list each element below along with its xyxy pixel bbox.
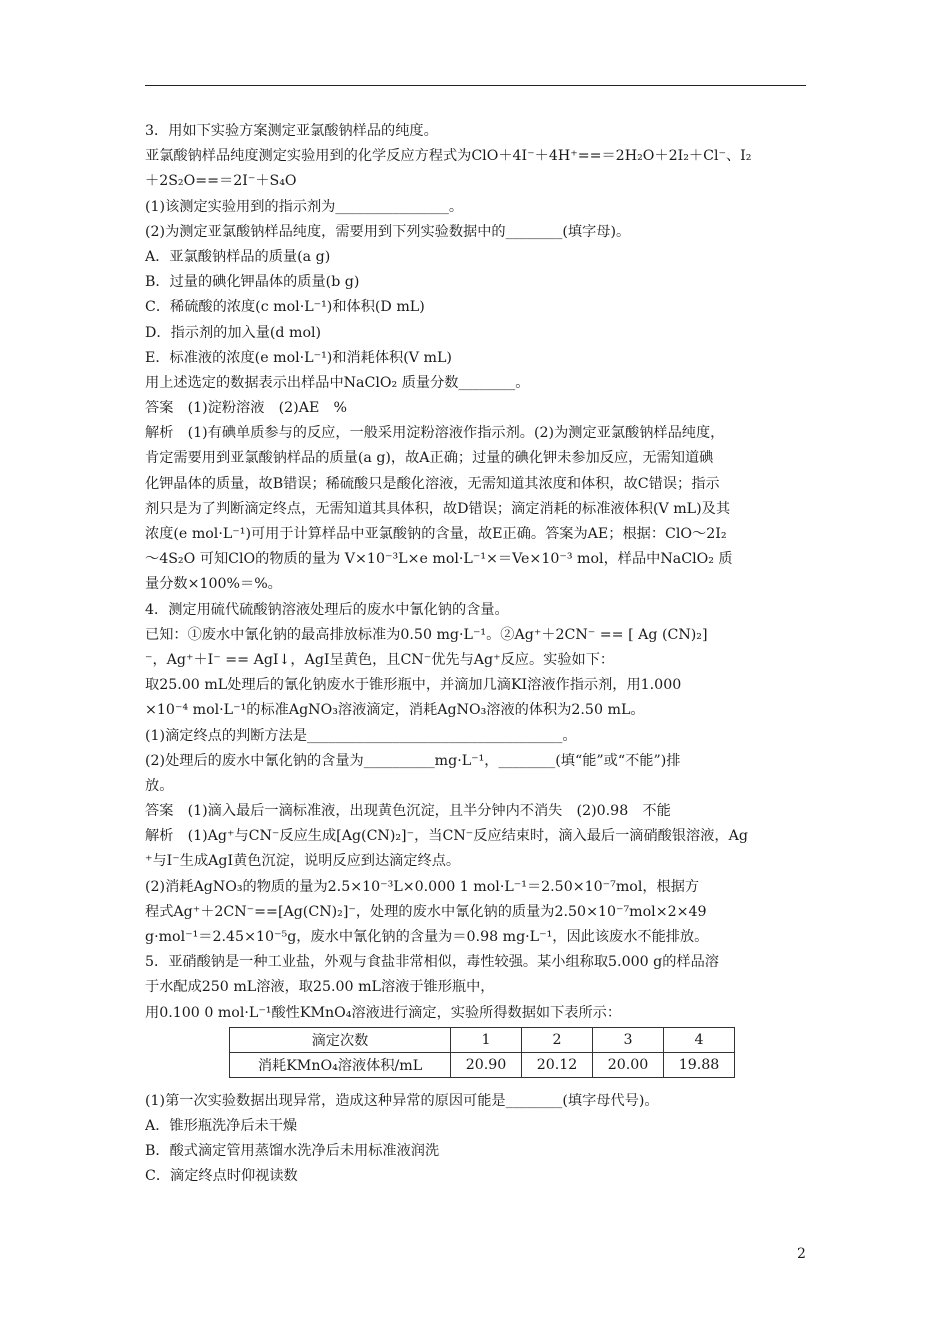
text-line: 用0.100 0 mol·L⁻¹酸性KMnO₄溶液进行滴定，实验所得数据如下表所示： [145,1004,622,1021]
text-line: 5．亚硝酸钠是一种工业盐，外观与食盐非常相似，毒性较强。某小组称取5.000 g的样品溶 [145,954,719,971]
text-line: (2)处理后的废水中氰化钠的含量为__________mg·L⁻¹，________(填“能”或“不能”)排 [145,752,681,769]
table-value-1: 20.90 [451,1052,522,1077]
table-trial-1: 1 [451,1027,522,1052]
text-line: (1)滴定终点的判断方法是____________________________________。 [145,727,577,744]
text-line: 用上述选定的数据表示出样品中NaClO₂ 质量分数________。 [145,374,530,391]
text-line: ～4S₂O 可知ClO的物质的量为 V×10⁻³L×e mol·L⁻¹×＝Ve×10⁻³ mol，样品中NaClO₂ 质 [145,551,733,568]
table-row-label: 消耗KMnO₄溶液体积/mL [230,1052,451,1077]
header-rule [145,85,806,86]
text-line: 肯定需要用到亚氯酸钠样品的质量(a g)，故A正确；过量的碘化钾未参加反应，无需知道碘 [145,450,714,467]
text-line: 剂只是为了判断滴定终点，无需知道其具体积，故D错误；滴定消耗的标准液体积(V mL)及其 [145,500,731,517]
table-header-label: 滴定次数 [230,1027,451,1052]
table-trial-4: 4 [664,1027,735,1052]
text-line: 已知：①废水中氰化钠的最高排放标准为0.50 mg·L⁻¹。②Ag⁺＋2CN⁻ == [ Ag (CN)₂] [145,626,708,643]
text-line: 解析 (1)有碘单质参与的反应，一般采用淀粉溶液作指示剂。(2)为测定亚氯酸钠样品纯度， [145,425,725,442]
text-block-upper [145,119,817,1026]
text-line: B．酸式滴定管用蒸馏水洗净后未用标准液润洗 [145,1143,440,1160]
text-line: g·mol⁻¹＝2.45×10⁻⁵g，废水中氰化钠的含量为＝0.98 mg·L⁻¹，因此该废水不能排放。 [145,929,709,945]
text-line: D．指示剂的加入量(d mol) [145,324,322,341]
text-line: 于水配成250 mL溶液，取25.00 mL溶液于锥形瓶中， [145,979,495,996]
text-line: 答案 (1)淀粉溶液 (2)AE % [145,400,347,417]
text-line: ×10⁻⁴ mol·L⁻¹的标准AgNO₃溶液滴定，消耗AgNO₃溶液的体积为2.50 mL。 [145,702,645,719]
text-line: A．锥形瓶洗净后未干燥 [145,1117,298,1134]
text-line: ⁺与I⁻生成AgI黄色沉淀，说明反应到达滴定终点。 [145,853,461,870]
text-line: C．稀硫酸的浓度(c mol·L⁻¹)和体积(D mL) [145,299,425,316]
text-line: E．标准液的浓度(e mol·L⁻¹)和消耗体积(V mL) [145,349,452,366]
table-value-2: 20.12 [522,1052,593,1077]
document-body [145,119,817,1190]
page-number: 2 [797,1246,806,1262]
text-line: (2)消耗AgNO₃的物质的量为2.5×10⁻³L×0.000 1 mol·L⁻¹＝2.50×10⁻⁷mol，根据方 [145,878,700,895]
table-trial-3: 3 [593,1027,664,1052]
text-line: 解析 (1)Ag⁺与CN⁻反应生成[Ag(CN)₂]⁻，当CN⁻反应结束时，滴入最后一滴硝酸银溶液，Ag [145,828,748,845]
text-line: 3．用如下实验方案测定亚氯酸钠样品的纯度。 [145,123,438,139]
table-data-row [230,1052,735,1077]
text-line: (2)为测定亚氯酸钠样品纯度，需要用到下列实验数据中的________(填字母)。 [145,223,631,240]
titration-data-table [229,1027,735,1078]
text-block-lower [145,1089,817,1190]
text-line: 取25.00 mL处理后的氰化钠废水于锥形瓶中，并滴加几滴KI溶液作指示剂，用1.000 [145,677,682,694]
text-line: (1)第一次实验数据出现异常，造成这种异常的原因可能是________(填字母代号)。 [145,1092,659,1109]
text-line: 程式Ag⁺＋2CN⁻==[Ag(CN)₂]⁻，处理的废水中氰化钠的质量为2.50×10⁻⁷mol×2×49 [145,903,707,920]
table-header-row [230,1027,735,1052]
text-line: 浓度(e mol·L⁻¹)可用于计算样品中亚氯酸钠的含量，故E正确。答案为AE；根据：ClO～2I₂ [145,526,727,542]
text-line: 化钾晶体的质量，故B错误；稀硫酸只是酸化溶液，无需知道其浓度和体积，故C错误；指示 [145,475,720,492]
text-line: C．滴定终点时仰视读数 [145,1168,298,1185]
table-value-3: 20.00 [593,1052,664,1077]
text-line: 答案 (1)滴入最后一滴标准液，出现黄色沉淀，且半分钟内不消失 (2)0.98 不能 [145,803,671,820]
text-line: 4．测定用硫代硫酸钠溶液处理后的废水中氰化钠的含量。 [145,601,509,618]
text-line: ⁻，Ag⁺＋I⁻ == AgI↓，AgI呈黄色，且CN⁻优先与Ag⁺反应。实验如下： [145,651,615,668]
text-line: 放。 [145,777,174,794]
text-line: ＋2S₂O==＝2I⁻＋S₄O [145,173,297,190]
table-trial-2: 2 [522,1027,593,1052]
text-line: A．亚氯酸钠样品的质量(a g) [145,248,331,265]
table-value-4: 19.88 [664,1052,735,1077]
text-line: B．过量的碘化钾晶体的质量(b g) [145,274,360,291]
text-line: 量分数×100%＝%。 [145,576,282,593]
text-line: 亚氯酸钠样品纯度测定实验用到的化学反应方程式为ClO＋4I⁻＋4H⁺==＝2H₂O＋2I₂＋Cl⁻、I₂ [145,148,752,165]
table-spacing [145,1079,817,1089]
text-line: (1)该测定实验用到的指示剂为________________。 [145,198,464,215]
